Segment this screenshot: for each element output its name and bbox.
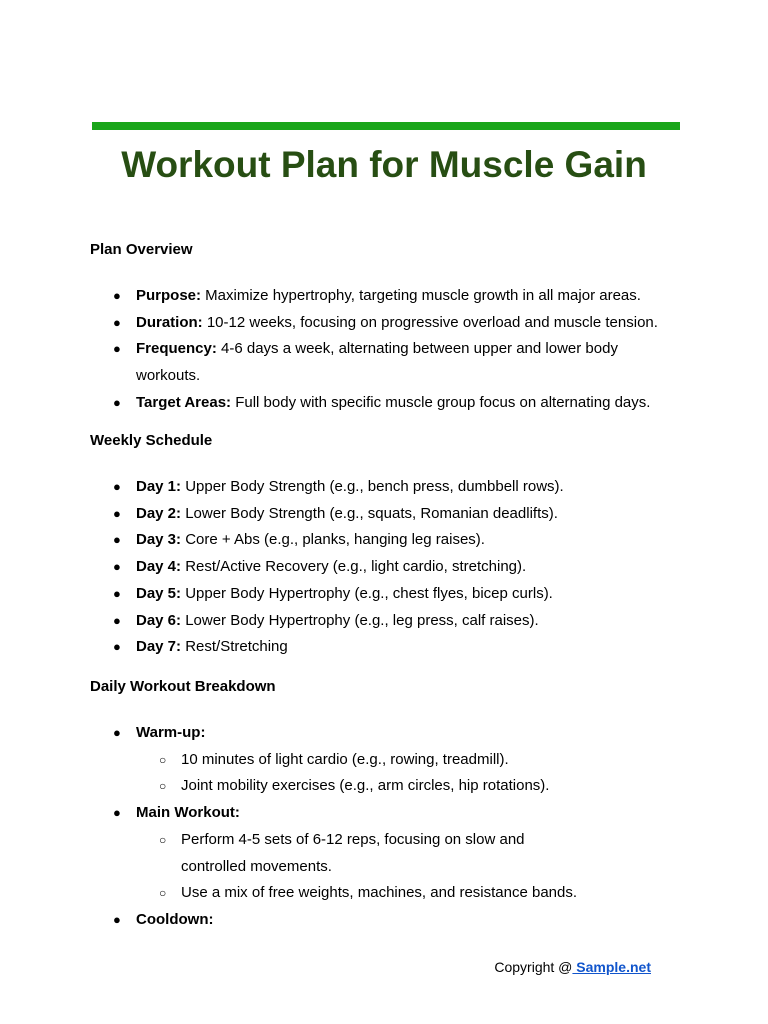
list-item-cooldown: ● Cooldown: — [90, 907, 690, 934]
daily-breakdown-section — [90, 677, 690, 934]
daily-breakdown-heading: Daily Workout Breakdown — [90, 678, 276, 695]
bullet-icon: ● — [113, 479, 121, 494]
bullet-icon: ● — [113, 911, 121, 927]
list-item: ● Day 4: Rest/Active Recovery (e.g., light cardio, stretching). — [90, 554, 690, 581]
bullet-icon: ● — [113, 639, 121, 655]
list-item: ● Day 1: Upper Body Strength (e.g., bench press, dumbbell rows). — [90, 474, 690, 501]
circle-bullet-icon: ○ — [159, 779, 167, 794]
circle-bullet-icon: ○ — [159, 752, 167, 767]
circle-bullet-icon: ○ — [159, 886, 167, 901]
list-item-warmup: ● Warm-up: ○ 10 minutes of light cardio (e.g., rowing, treadmill). ○ Joint mobility exercises (e.g., arm circles, hip rotations). — [90, 720, 690, 800]
page-title: Workout Plan for Muscle Gain — [121, 144, 647, 185]
sub-list-item: ○ Perform 4-5 sets of 6-12 reps, focusing on slow and controlled movements. — [136, 827, 690, 880]
plan-overview-list — [90, 283, 690, 417]
bullet-icon: ● — [113, 288, 121, 303]
bullet-icon: ● — [113, 314, 121, 330]
weekly-schedule-heading: Weekly Schedule — [90, 432, 213, 449]
weekly-schedule-list — [90, 474, 690, 661]
title-rule — [92, 122, 680, 130]
sub-list-item: ○ 10 minutes of light cardio (e.g., rowing, treadmill). — [136, 747, 690, 774]
list-item: ● Day 3: Core + Abs (e.g., planks, hanging leg raises). — [90, 527, 690, 554]
bullet-icon: ● — [113, 394, 121, 410]
bullet-icon: ● — [113, 505, 121, 521]
main-workout-sublist — [136, 827, 690, 907]
bullet-icon: ● — [113, 341, 121, 357]
bullet-icon: ● — [113, 612, 121, 628]
plan-overview-section — [90, 240, 690, 417]
sample-net-link[interactable]: Sample.net — [572, 959, 651, 975]
weekly-schedule-section — [90, 431, 690, 661]
copyright-text: Copyright @ — [494, 959, 573, 975]
plan-overview-heading: Plan Overview — [90, 241, 193, 258]
list-item: ● Frequency: 4-6 days a week, alternating between upper and lower body workouts. — [90, 336, 690, 389]
circle-bullet-icon: ○ — [159, 832, 167, 847]
list-item: ● Target Areas: Full body with specific muscle group focus on alternating days. — [90, 390, 690, 417]
daily-breakdown-list — [90, 720, 690, 934]
sub-list-item: ○ Joint mobility exercises (e.g., arm circles, hip rotations). — [136, 773, 690, 800]
list-item: ● Day 5: Upper Body Hypertrophy (e.g., chest flyes, bicep curls). — [90, 581, 690, 608]
list-item: ● Duration: 10-12 weeks, focusing on progressive overload and muscle tension. — [90, 310, 690, 337]
list-item: ● Day 6: Lower Body Hypertrophy (e.g., leg press, calf raises). — [90, 608, 690, 635]
bullet-icon: ● — [113, 559, 121, 575]
list-item: ● Day 7: Rest/Stretching — [90, 634, 690, 661]
bullet-icon: ● — [113, 805, 121, 821]
list-item: ● Day 2: Lower Body Strength (e.g., squats, Romanian deadlifts). — [90, 501, 690, 528]
bullet-icon: ● — [113, 725, 121, 740]
list-item-main-workout: ● Main Workout: ○ Perform 4-5 sets of 6-12 reps, focusing on slow and controlled movements. ○ Use a mix of free weights, machines, and resistance bands. — [90, 800, 690, 907]
bullet-icon: ● — [113, 532, 121, 548]
sub-list-item: ○ Use a mix of free weights, machines, and resistance bands. — [136, 880, 690, 907]
copyright-footer — [494, 957, 651, 977]
warmup-sublist — [136, 747, 690, 800]
bullet-icon: ● — [113, 585, 121, 601]
list-item: ● Purpose: Maximize hypertrophy, targeting muscle growth in all major areas. — [90, 283, 690, 310]
